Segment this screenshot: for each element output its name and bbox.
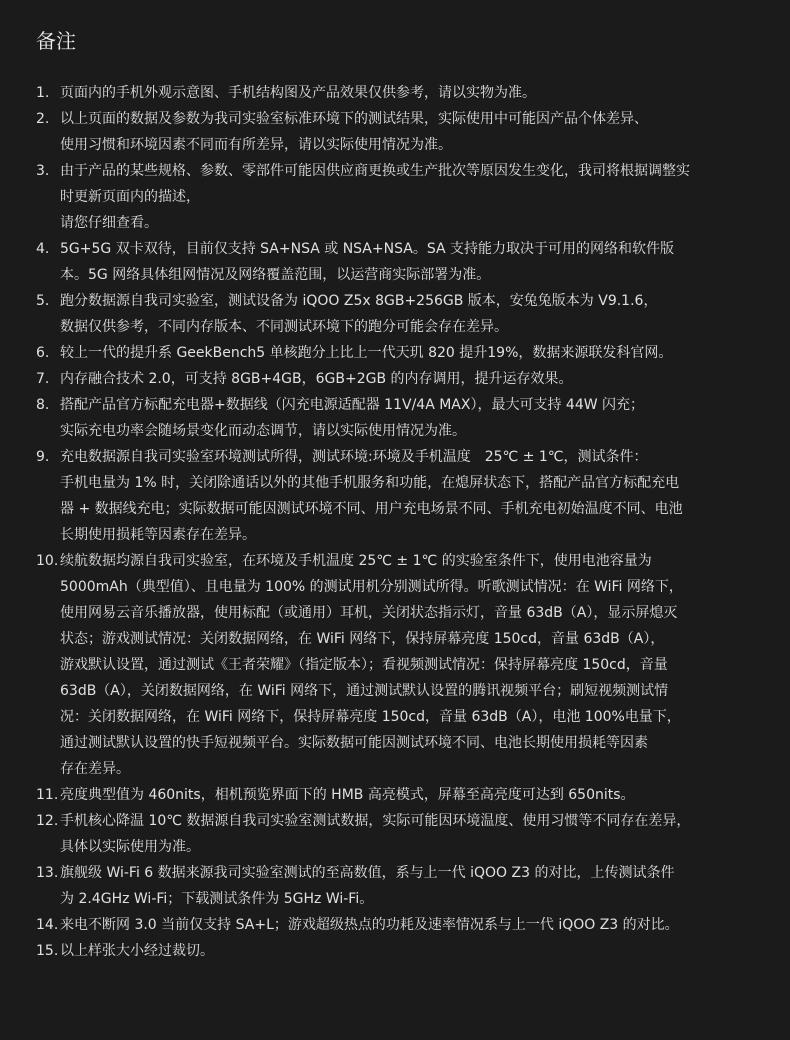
note-text-line: 数据仅供参考，不同内存版本、不同测试环境下的跑分可能会存在差异。 [60,319,508,335]
note-number: 13. [36,865,59,881]
note-number: 14. [36,917,59,933]
note-text-line: 旗舰级 Wi-Fi 6 数据来源我司实验室测试的至高数值，系与上一代 iQOO Z3 的对比，上传测试条件 [60,865,675,881]
note-text-line: 搭配产品官方标配充电器+数据线（闪充电源适配器 11V/4A MAX），最大可支持 44W 闪充； [60,397,645,413]
note-item [36,548,760,782]
note-text-line: 跑分数据源自我司实验室，测试设备为 iQOO Z5x 8GB+256GB 版本，安兔兔版本为 V9.1.6， [60,293,658,309]
note-text-line: 通过测试默认设置的快手短视频平台。实际数据可能因测试环境不同、电池长期使用损耗等因素 [60,735,648,751]
note-text-line: 存在差异。 [60,761,130,777]
note-text-line: 状态；游戏测试情况：关闭数据网络，在 WiFi 网络下，保持屏幕亮度 150cd，音量 63dB（A）， [60,631,665,647]
note-item [36,860,760,912]
note-text-line: 以上样张大小经过裁切。 [60,943,214,959]
page-title: 备注 [36,29,76,53]
note-number: 7. [36,371,50,387]
note-text-line: 长期使用损耗等因素存在差异。 [60,527,256,543]
note-number: 1. [36,85,50,101]
note-item [36,444,760,548]
note-text-line: 游戏默认设置，通过测试《王者荣耀》（指定版本）；看视频测试情况：保持屏幕亮度 150cd，音量 [60,657,668,673]
note-text-line: 时更新页面内的描述， [60,189,200,205]
note-number: 11. [36,787,59,803]
note-item [36,340,760,366]
note-text-line: 较上一代的提升系 GeekBench5 单核跑分上比上一代天玑 820 提升19%，数据来源联发科官网。 [60,345,673,361]
note-item [36,236,760,288]
note-number: 15. [36,943,59,959]
note-item [36,808,760,860]
note-text-line: 使用网易云音乐播放器，使用标配（或通用）耳机，关闭状态指示灯，音量 63dB（A），显示屏熄灭 [60,605,678,621]
note-text-line: 来电不断网 3.0 当前仅支持 SA+L；游戏超级热点的功耗及速率情况系与上一代 iQOO Z3 的对比。 [60,917,679,933]
note-text-line: 实际充电功率会随场景变化而动态调节，请以实际使用情况为准。 [60,423,466,439]
note-text-line: 页面内的手机外观示意图、手机结构图及产品效果仅供参考，请以实物为准。 [60,85,536,101]
note-number: 6. [36,345,50,361]
note-item [36,912,760,938]
note-item [36,106,760,158]
note-number: 4. [36,241,50,257]
note-text-line: 为 2.4GHz Wi-Fi；下载测试条件为 5GHz Wi-Fi。 [60,891,374,907]
note-text-line: 器 + 数据线充电；实际数据可能因测试环境不同、用户充电场景不同、手机充电初始温度不同、电池 [60,501,683,517]
note-item [36,366,760,392]
note-text-line: 续航数据均源自我司实验室，在环境及手机温度 25℃ ± 1℃ 的实验室条件下，使用电池容量为 [60,553,652,569]
note-text-line: 具体以实际使用为准。 [60,839,200,855]
note-text-line: 况：关闭数据网络，在 WiFi 网络下，保持屏幕亮度 150cd，音量 63dB（A），电池 100%电量下， [60,709,681,725]
note-text-line: 使用习惯和环境因素不同而有所差异，请以实际使用情况为准。 [60,137,452,153]
note-text-line: 5000mAh（典型值）、且电量为 100% 的测试用机分别测试所得。听歌测试情况：在 WiFi 网络下， [60,579,683,595]
note-number: 10. [36,553,59,569]
note-text-line: 63dB（A），关闭数据网络，在 WiFi 网络下，通过测试默认设置的腾讯视频平台；刷短视频测试情 [60,683,669,699]
note-number: 2. [36,111,50,127]
note-item [36,392,760,444]
note-text-line: 以上页面的数据及参数为我司实验室标准环境下的测试结果，实际使用中可能因产品个体差异、 [60,111,648,127]
note-item [36,938,760,964]
note-number: 12. [36,813,59,829]
note-text-line: 内存融合技术 2.0，可支持 8GB+4GB，6GB+2GB 的内存调用，提升运存效果。 [60,371,573,387]
note-number: 8. [36,397,50,413]
note-text-line: 请您仔细查看。 [60,215,158,231]
note-text-line: 亮度典型值为 460nits，相机预览界面下的 HMB 高亮模式，屏幕至高亮度可达到 650nits。 [60,787,635,803]
notes-list [36,80,760,964]
note-item [36,782,760,808]
note-item [36,288,760,340]
note-text-line: 充电数据源自我司实验室环境测试所得，测试环境:环境及手机温度 25℃ ± 1℃，测试条件： [60,449,648,465]
note-text-line: 本。5G 网络具体组网情况及网络覆盖范围，以运营商实际部署为准。 [60,267,491,283]
note-item [36,80,760,106]
note-number: 5. [36,293,50,309]
note-text-line: 手机电量为 1% 时，关闭除通话以外的其他手机服务和功能，在熄屏状态下，搭配产品官方标配充电 [60,475,680,491]
note-number: 9. [36,449,50,465]
note-item [36,158,760,236]
note-text-line: 由于产品的某些规格、参数、零部件可能因供应商更换或生产批次等原因发生变化，我司将根据调整实 [60,163,690,179]
note-text-line: 5G+5G 双卡双待，目前仅支持 SA+NSA 或 NSA+NSA。SA 支持能力取决于可用的网络和软件版 [60,241,674,257]
note-number: 3. [36,163,50,179]
note-text-line: 手机核心降温 10℃ 数据源自我司实验室测试数据，实际可能因环境温度、使用习惯等不同存在差异， [60,813,691,829]
